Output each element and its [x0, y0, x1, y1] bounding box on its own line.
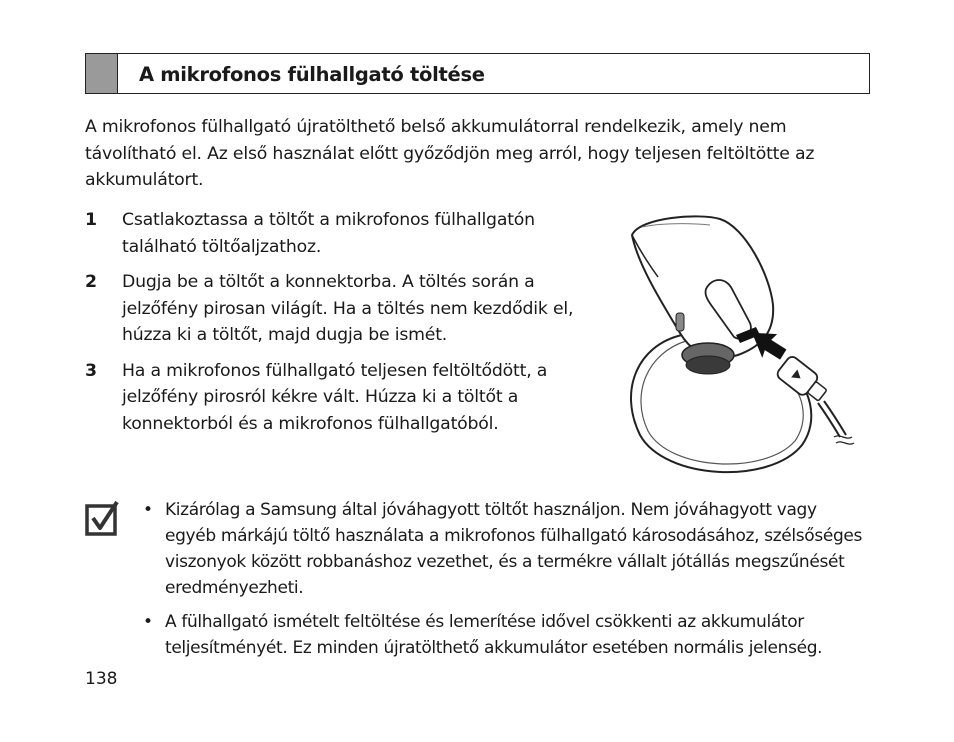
- section-title: A mikrofonos fülhallgató töltése: [139, 63, 485, 86]
- intro-paragraph: A mikrofonos fülhallgató újratölthető belső akkumulátorral rendelkezik, amely nem távolítható el. Az első használat előtt győződjön meg arról, hogy teljesen feltöltötte az akkumulátort.: [85, 117, 815, 190]
- step-number: 2: [85, 272, 97, 292]
- note-item: [140, 609, 870, 661]
- step-item: [85, 269, 605, 349]
- steps-list: [85, 207, 605, 446]
- section-header: [85, 53, 870, 94]
- step-number: 3: [85, 360, 97, 381]
- step-text: Csatlakoztassa a töltőt a mikrofonos fülhallgatón található töltőaljzathoz.: [122, 210, 535, 257]
- note-text: Kizárólag a Samsung által jóváhagyott töltőt használjon. Nem jóváhagyott vagy egyéb márkájú töltő használata a mikrofonos fülhallgató károsodásához, szélsőséges viszonyok között robbanáshoz vezethet, és a termékre vállalt jótállás megszűnését eredményezheti.: [165, 500, 863, 598]
- step-number: 1: [85, 210, 97, 230]
- note-text: A fülhallgató ismételt feltöltése és lemerítése idővel csökkenti az akkumulátor teljesítményét. Ez minden újratölthető akkumulátor esetében normális jelenség.: [165, 612, 823, 658]
- note-bullet: •: [143, 612, 153, 632]
- checkbox-check-icon: [85, 500, 121, 536]
- step-text: Ha a mikrofonos fülhallgató teljesen feltöltődött, a jelzőfény pirosról kékre vált. Húzza ki a töltőt a konnektorból és a mikrofonos fülhallgatóból.: [122, 360, 548, 434]
- note-item: [140, 497, 870, 601]
- section-marker: [86, 54, 118, 93]
- note-bullet: •: [143, 500, 153, 520]
- page-number: 138: [85, 669, 118, 689]
- notes-list: [140, 497, 870, 669]
- step-item: [85, 207, 605, 260]
- step-text: Dugja be a töltőt a konnektorba. A töltés során a jelzőfény pirosan világít. Ha a töltés nem kezdődik el, húzza ki a töltőt, majd dugja be ismét.: [122, 272, 574, 345]
- step-item: [85, 358, 605, 438]
- headset-charger-illustration: [610, 205, 860, 485]
